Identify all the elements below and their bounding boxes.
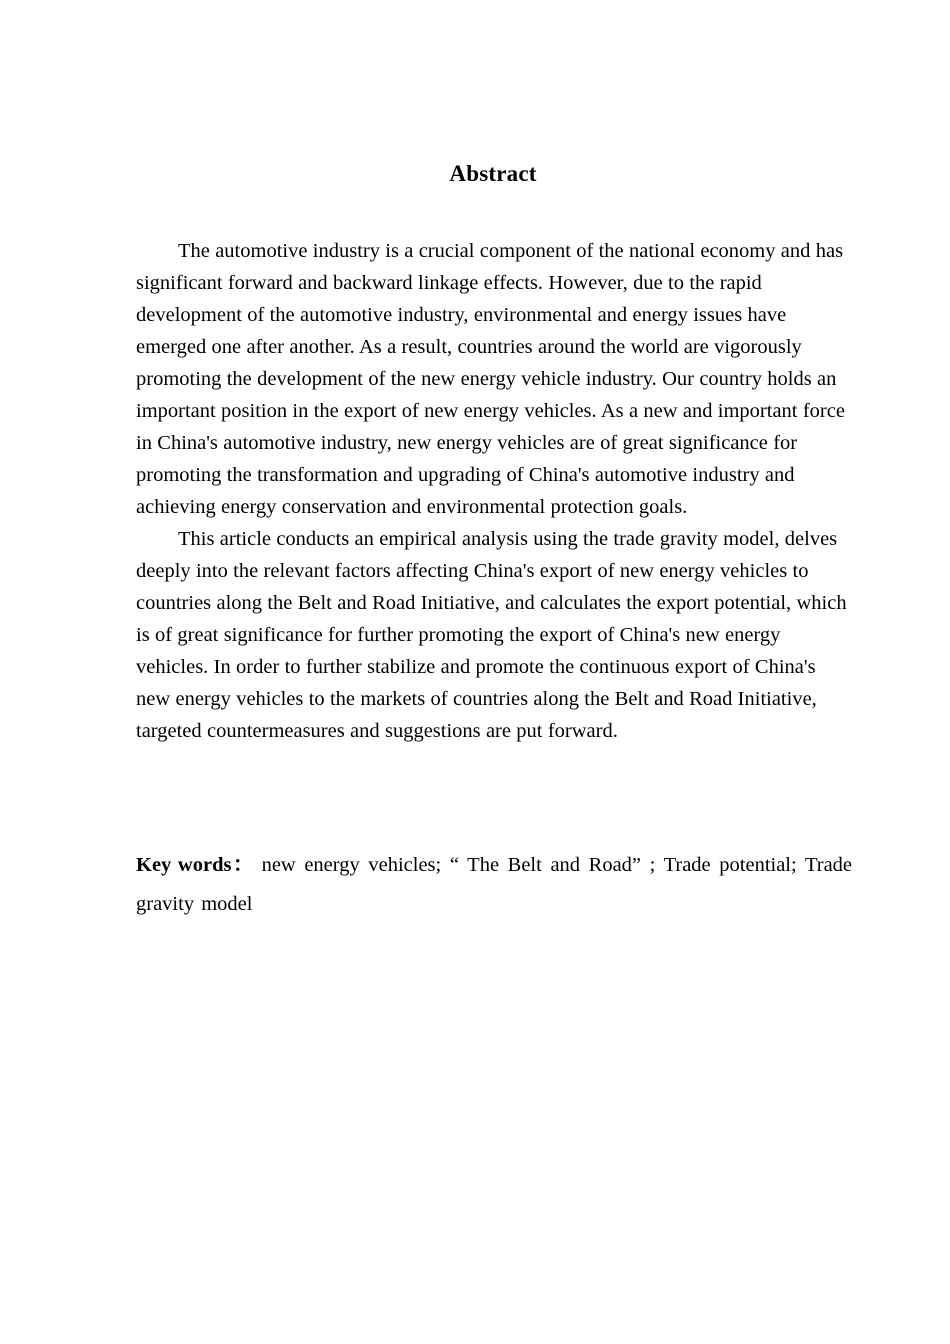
abstract-paragraph-2: This article conducts an empirical analysis using the trade gravity model, delves deeply into the relevant factors affecting China's export of new energy vehicles to countries along the Belt and Road Initiative, and calculates the export potential, which is of great significance for further promoting the export of China's new energy vehicles. In order to further stabilize and promote the continuous export of China's new energy vehicles to the markets of countries along the Belt and Road Initiative, targeted countermeasures and suggestions are put forward.	[136, 528, 847, 742]
keywords-colon: ：	[231, 854, 255, 876]
keywords-value: new energy vehicles; “ The Belt and Road” ; Trade potential; Trade gravity model	[136, 854, 853, 915]
abstract-paragraph-1: The automotive industry is a crucial component of the national economy and has significant forward and backward linkage effects. However, due to the rapid development of the automotive industry, environmental and energy issues have emerged one after another. As a result, countries around the world are vigorously promoting the development of the new energy vehicle industry. Our country holds an important position in the export of new energy vehicles. As a new and important force in China's automotive industry, new energy vehicles are of great significance for promoting the transformation and upgrading of China's automotive industry and achieving energy conservation and environmental protection goals.	[136, 240, 845, 518]
keywords-label: Key words	[136, 854, 232, 876]
keywords-line	[136, 846, 852, 924]
page-title: Abstract	[449, 161, 537, 186]
keywords-section	[136, 846, 852, 924]
abstract-section	[136, 235, 850, 747]
